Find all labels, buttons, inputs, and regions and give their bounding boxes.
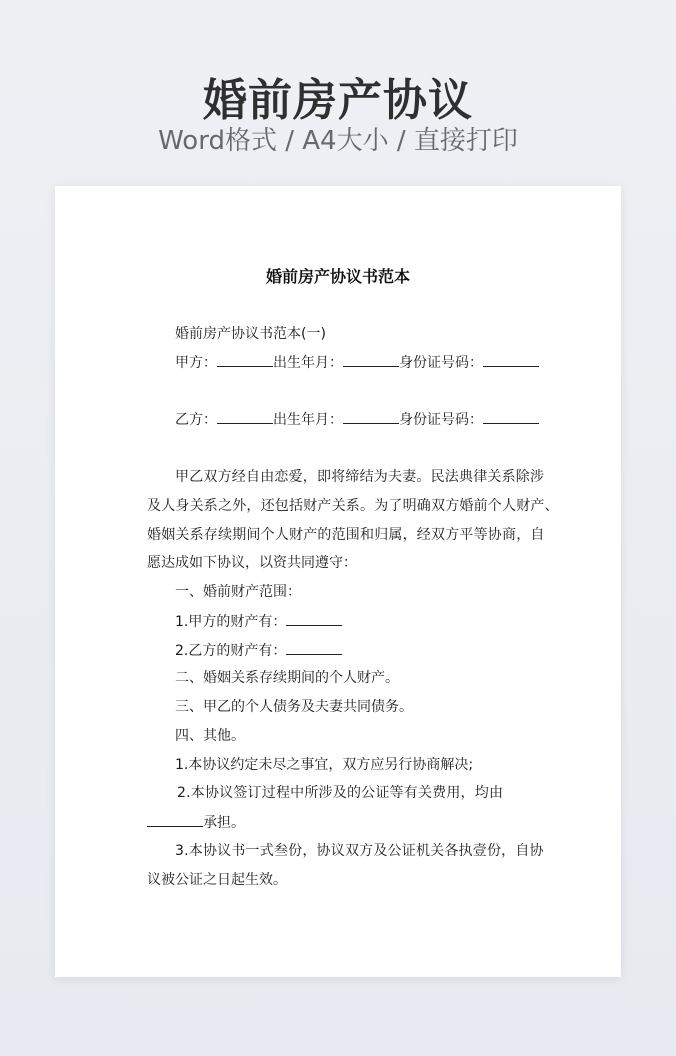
banner-subtitle: Word格式 / A4大小 / 直接打印: [158, 126, 518, 156]
party-a-birth-label: 出生年月：: [273, 355, 343, 371]
party-b-birth-label: 出生年月：: [273, 412, 343, 428]
clause-1: 一、婚前财产范围：: [175, 584, 301, 600]
party-b-line: [175, 409, 537, 430]
party-a-line: [175, 352, 537, 373]
clause-4-2-end: 承担。: [203, 815, 245, 831]
party-b-id-label: 身份证号码：: [399, 412, 483, 428]
party-a-id-blank: [483, 352, 539, 367]
intro-line-4: 愿达成如下协议，以资共同遵守：: [147, 555, 357, 571]
intro-line-2: 及人身关系之外，还包括财产关系。为了明确双方婚前个人财产、: [147, 498, 559, 514]
clause-1a-line: [175, 611, 537, 632]
clause-1a: 1.甲方的财产有：: [175, 614, 287, 630]
clause-1b: 2.乙方的财产有：: [175, 643, 287, 659]
clause-4: 四、其他。: [175, 728, 245, 744]
document-page: [55, 186, 621, 977]
clause-1a-blank: [286, 611, 342, 626]
party-b-birth-blank: [343, 409, 399, 424]
clause-1b-line: [175, 640, 537, 661]
clause-4-1: 1.本协议约定未尽之事宜，双方应另行协商解决;: [175, 757, 474, 773]
party-a-name-blank: [217, 352, 273, 367]
intro-line-1: 甲乙双方经自由恋爱，即将缔结为夫妻。民法典律关系除涉: [175, 469, 545, 485]
party-a-label: 甲方：: [175, 355, 217, 371]
clause-3: 三、甲乙的个人债务及夫妻共同债务。: [175, 699, 413, 715]
clause-4-2-line-1: 2.本协议签订过程中所涉及的公证等有关费用，均由: [177, 785, 504, 801]
clause-4-3-line-2: 议被公证之日起生效。: [147, 872, 287, 888]
section-heading: 婚前房产协议书范本(一): [175, 326, 326, 342]
intro-line-3: 婚姻关系存续期间个人财产的范围和归属，经双方平等协商，自: [147, 527, 545, 543]
clause-2: 二、婚姻关系存续期间的个人财产。: [175, 670, 399, 686]
clause-1b-blank: [286, 640, 342, 655]
party-b-name-blank: [217, 409, 273, 424]
clause-4-2-blank: [147, 812, 203, 827]
document-title: 婚前房产协议书范本: [265, 267, 410, 286]
party-b-id-blank: [483, 409, 539, 424]
party-b-label: 乙方：: [175, 412, 217, 428]
party-a-id-label: 身份证号码：: [399, 355, 483, 371]
clause-4-3-line-1: 3.本协议书一式叁份，协议双方及公证机关各执壹份，自协: [175, 843, 544, 859]
banner-title: 婚前房产协议: [203, 75, 473, 126]
party-a-birth-blank: [343, 352, 399, 367]
clause-4-2-line-2: [147, 812, 537, 833]
